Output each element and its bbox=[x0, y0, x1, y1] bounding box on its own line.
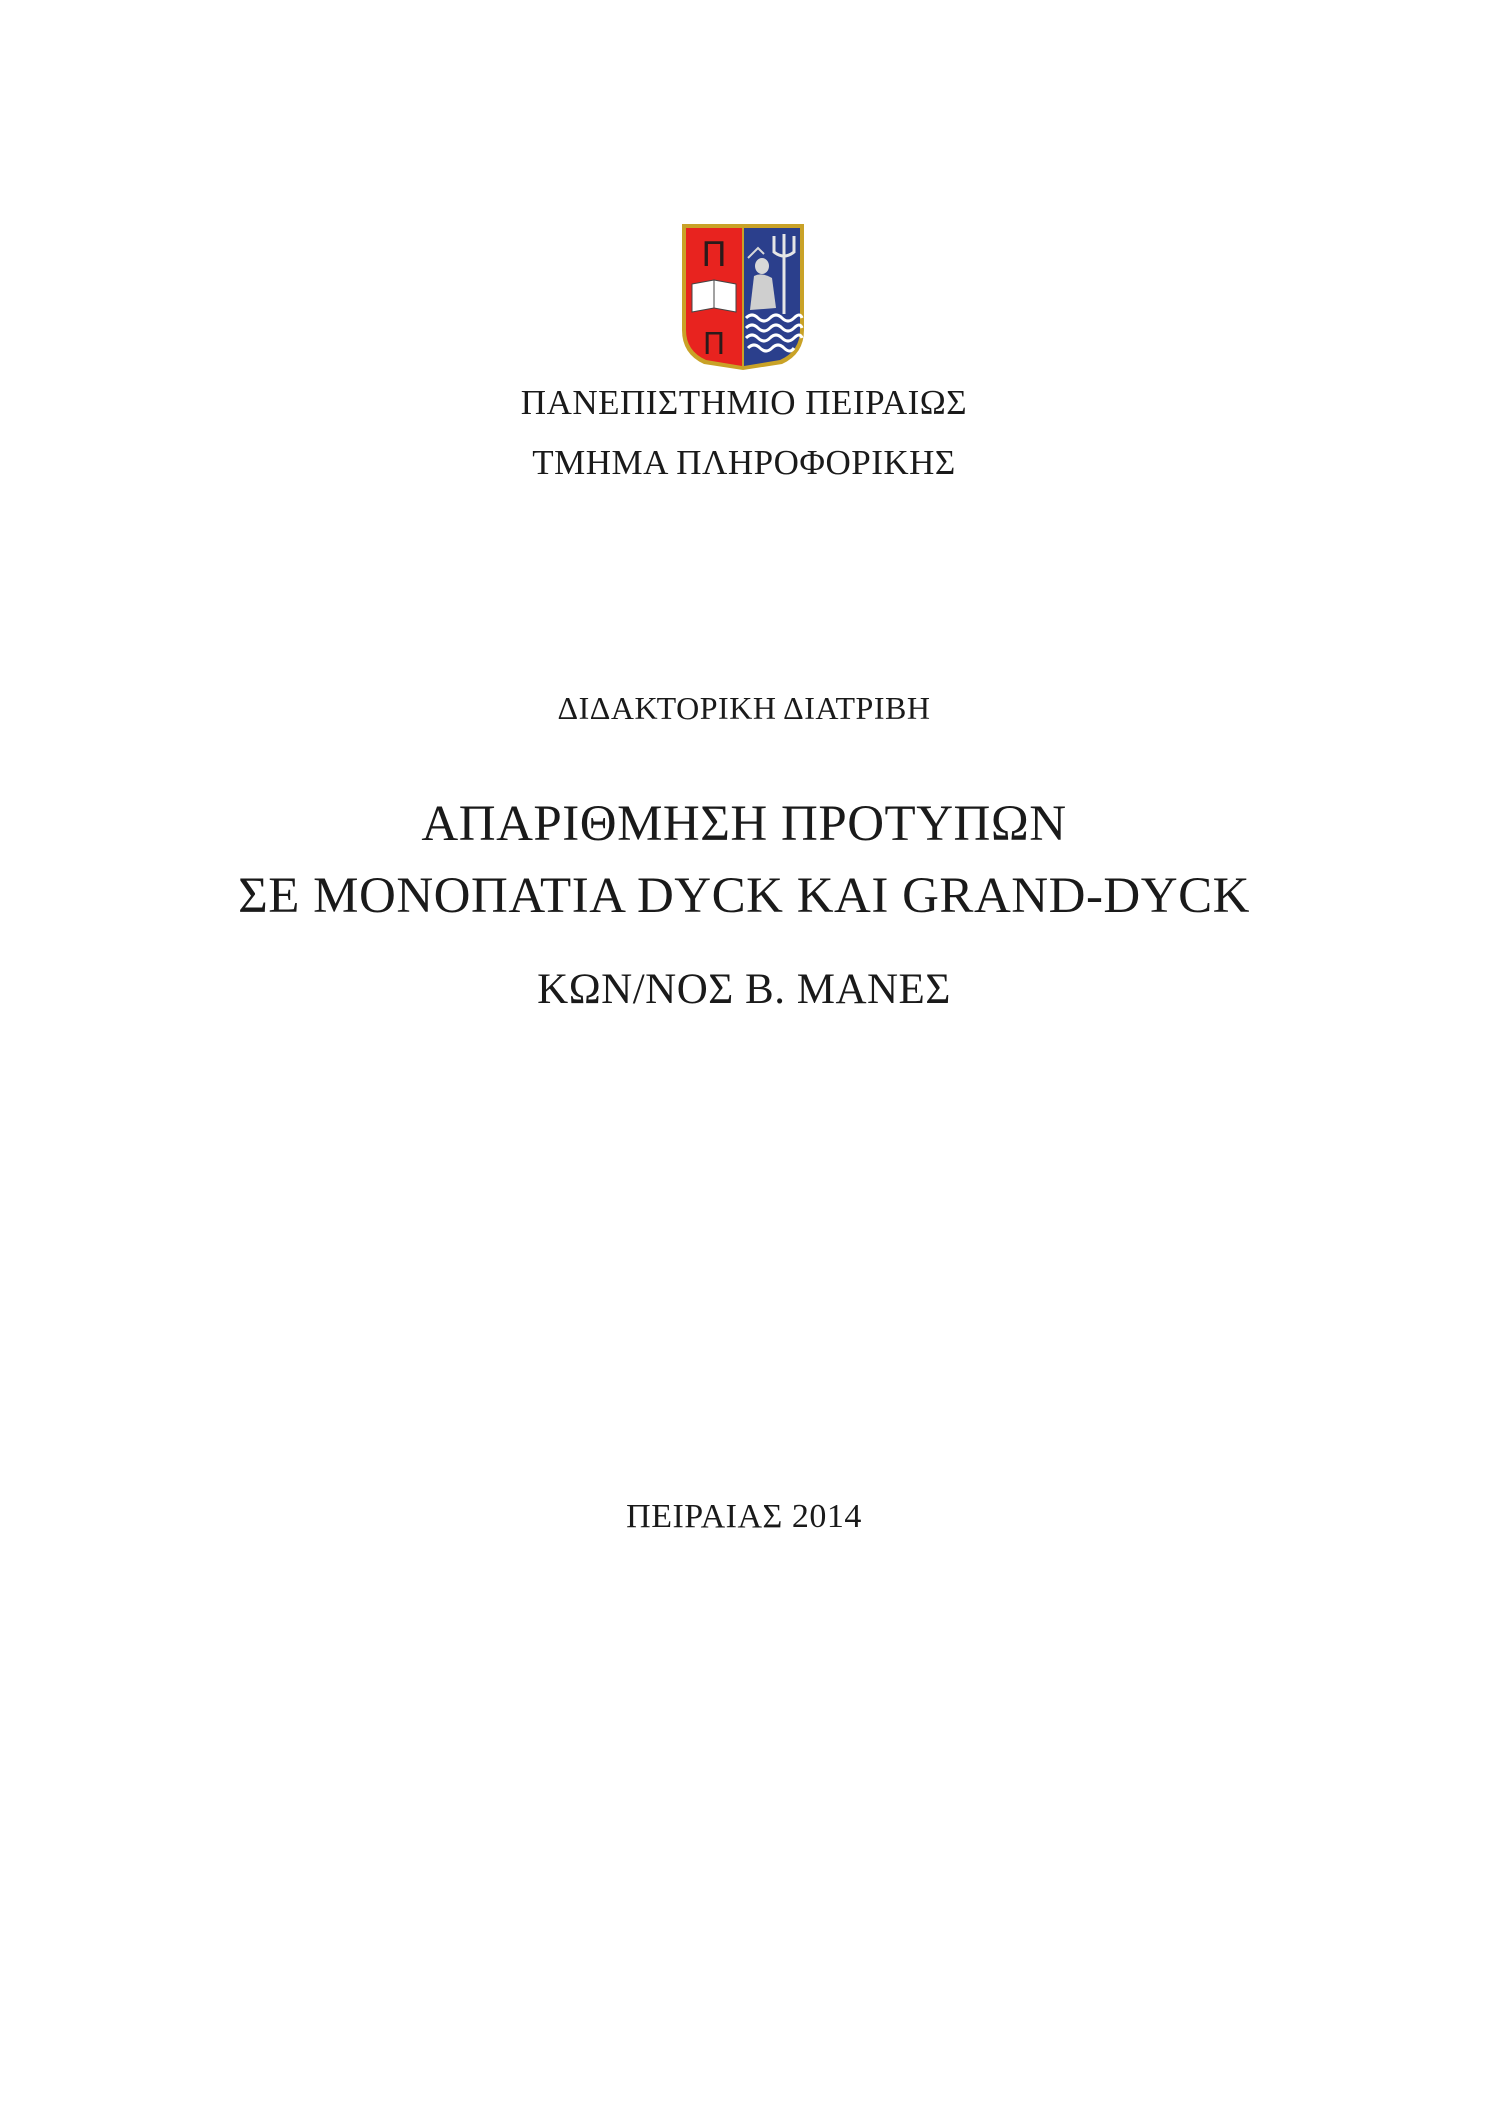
department-name: ΤΜΗΜΑ ΠΛΗΡΟΦΟΡΙΚΗΣ bbox=[532, 443, 956, 482]
author-name: ΚΩΝ/ΝΟΣ Β. ΜΑΝΕΣ bbox=[537, 966, 951, 1013]
crest-bottom-letter: Π bbox=[702, 327, 726, 362]
thesis-title-line-2: ΣΕ ΜΟΝΟΠΑΤΙΑ DYCK ΚΑΙ GRAND-DYCK bbox=[238, 868, 1250, 924]
thesis-title bbox=[0, 788, 1488, 932]
university-crest-logo bbox=[678, 222, 808, 372]
university-name: ΠΑΝΕΠΙΣΤΗΜΙΟ ΠΕΙΡΑΙΩΣ bbox=[520, 383, 968, 422]
thesis-type: ΔΙΔΑΚΤΟΡΙΚΗ ΔΙΑΤΡΙΒΗ bbox=[557, 690, 931, 726]
crest-top-letter: Π bbox=[701, 235, 727, 275]
thesis-title-line-1: ΑΠΑΡΙΘΜΗΣΗ ΠΡΟΤΥΠΩΝ bbox=[421, 796, 1067, 852]
place-and-year: ΠΕΙΡΑΙΑΣ 2014 bbox=[626, 1498, 862, 1535]
